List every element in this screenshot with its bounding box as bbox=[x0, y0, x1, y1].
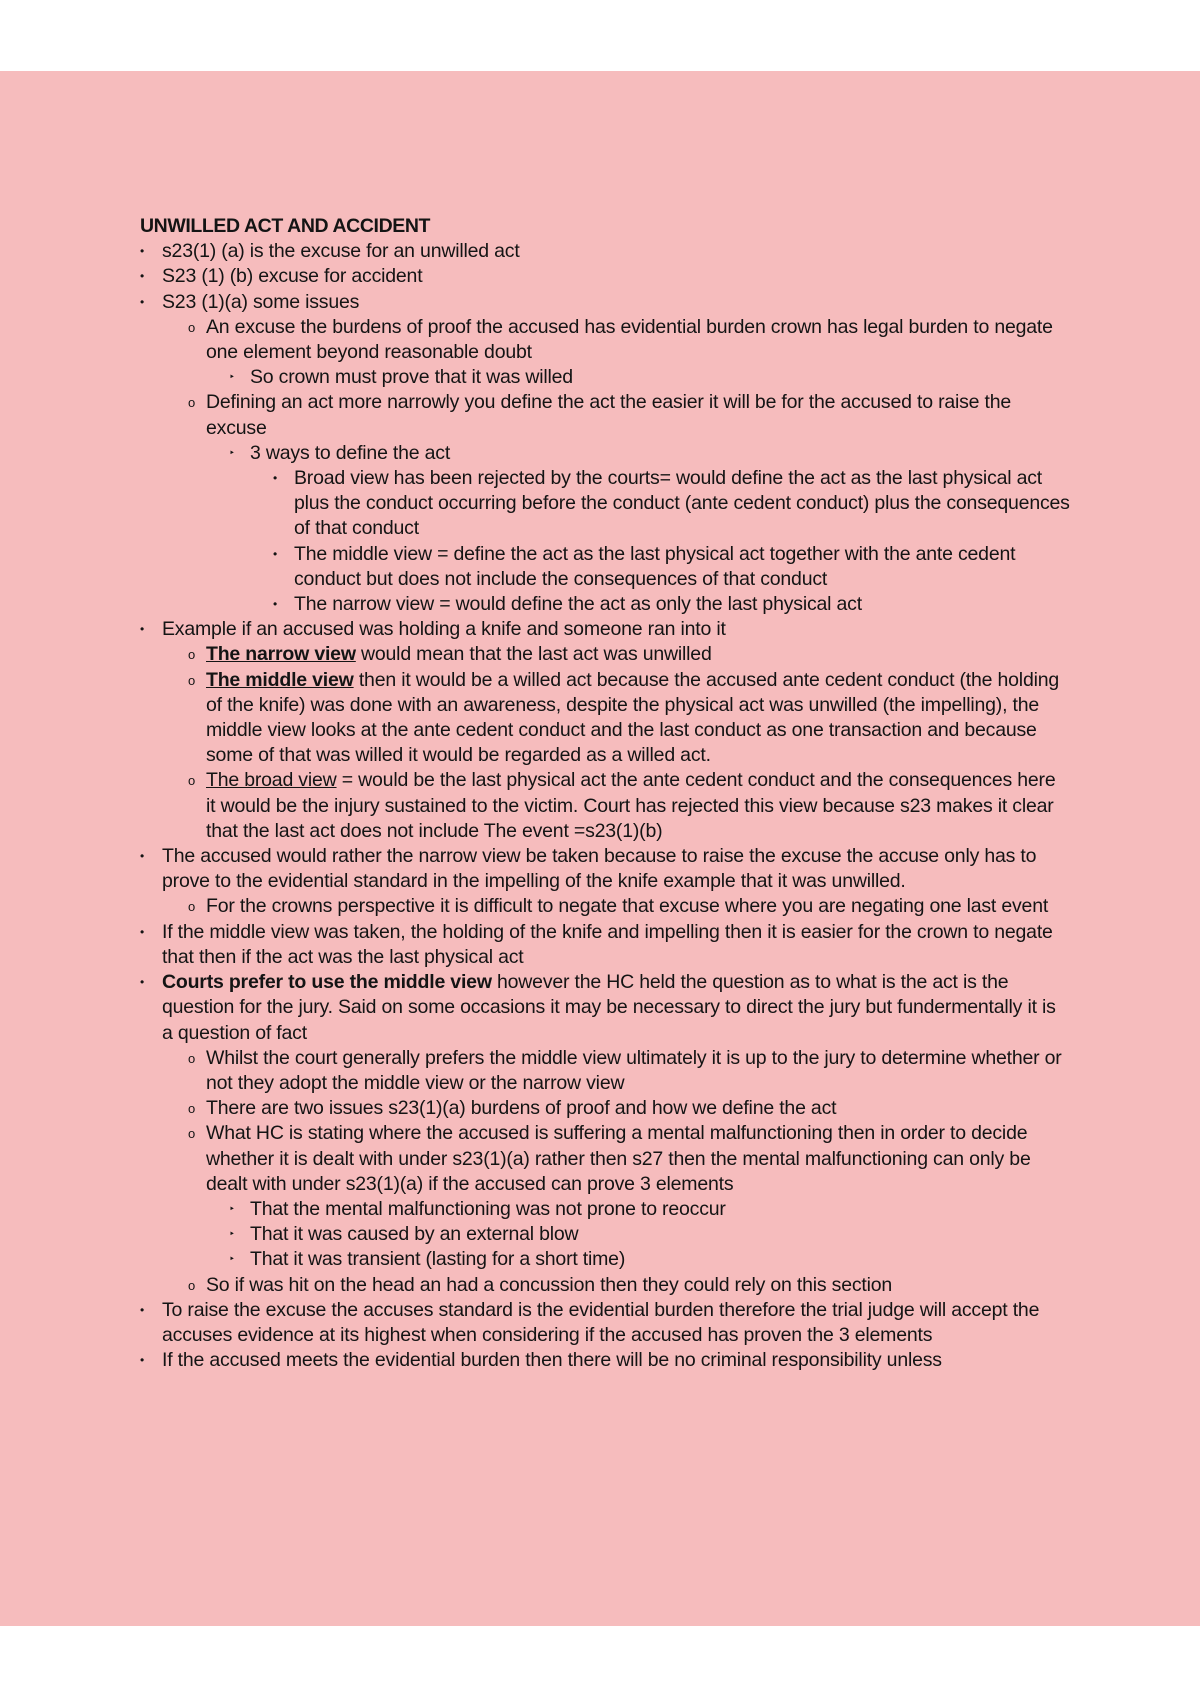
broad-view-term: The broad view bbox=[206, 769, 337, 792]
list-item-text: s23(1) (a) is the excuse for an unwilled act bbox=[162, 240, 520, 263]
triangle-marker: ‣ bbox=[229, 1229, 235, 1241]
triangle-marker: ‣ bbox=[229, 447, 235, 459]
circle-marker: o bbox=[188, 319, 196, 335]
list-item bbox=[140, 1222, 1070, 1247]
list-item bbox=[140, 466, 1070, 542]
list-item bbox=[140, 1273, 1070, 1298]
list-item-text: S23 (1)(a) some issues bbox=[162, 290, 360, 313]
bullet-marker: • bbox=[140, 849, 145, 864]
list-item bbox=[140, 1348, 1070, 1373]
list-item bbox=[140, 970, 1070, 1046]
circle-marker: o bbox=[188, 647, 196, 663]
list-item bbox=[140, 542, 1070, 592]
bullet-marker: • bbox=[140, 244, 145, 259]
list-item-text: The middle view = define the act as the last physical act together with the ante cedent conduct but does not include the consequences of that conduct bbox=[294, 542, 1016, 590]
list-item bbox=[140, 768, 1070, 844]
list-item-text: An excuse the burdens of proof the accused has evidential burden crown has legal burden to negate one element beyond reasonable doubt bbox=[206, 315, 1053, 364]
list-item bbox=[140, 1046, 1070, 1096]
list-item bbox=[140, 239, 1070, 264]
triangle-marker: ‣ bbox=[229, 1203, 235, 1215]
circle-marker: o bbox=[188, 1126, 196, 1142]
list-item-text: That it was transient (lasting for a short time) bbox=[250, 1248, 626, 1271]
bullet-marker: • bbox=[140, 924, 145, 939]
circle-marker: o bbox=[188, 899, 196, 915]
emphasis-text: Courts prefer to use the middle view bbox=[162, 971, 492, 994]
list-item-text: however the HC held the question as to what is the act is the question for the jury. Said on some occasions it may be necessary to direct the jury but fundermentally it is a question of fact bbox=[162, 971, 1056, 1044]
list-item bbox=[140, 1247, 1070, 1272]
circle-marker: o bbox=[188, 1277, 196, 1293]
list-item bbox=[140, 592, 1070, 617]
list-item-text: The accused would rather the narrow view be taken because to raise the excuse the accuse only has to prove to the evidential standard in the impelling of the knife example that it was unwilled. bbox=[162, 845, 1037, 893]
dot-marker: • bbox=[273, 546, 278, 561]
list-item bbox=[140, 441, 1070, 466]
list-item-text: Defining an act more narrowly you define the act the easier it will be for the accused to raise the excuse bbox=[206, 391, 1012, 439]
document-body bbox=[140, 214, 1070, 1373]
circle-marker: o bbox=[188, 672, 196, 688]
list-item-text: What HC is stating where the accused is suffering a mental malfunctioning then in order to decide whether it is dealt with under s23(1)(a) rather then s27 then the mental malfunctioning can only be dealt with under s23(1)(a) if the accused can prove 3 elements bbox=[206, 1122, 1031, 1195]
triangle-marker: ‣ bbox=[229, 1254, 235, 1266]
bullet-marker: • bbox=[140, 1353, 145, 1368]
page-title: UNWILLED ACT AND ACCIDENT bbox=[140, 215, 431, 237]
list-item-text: If the accused meets the evidential burden then there will be no criminal responsibility unless bbox=[162, 1349, 942, 1372]
list-item-text: = would be the last physical act the ante cedent conduct and the consequences here it would be the injury sustained to the victim. Court has rejected this view because s23 makes it clear that the last act does not include The event =s23(1)(b) bbox=[206, 769, 1056, 842]
list-item-text: For the crowns perspective it is difficult to negate that excuse where you are negating one last event bbox=[206, 895, 1049, 918]
circle-marker: o bbox=[188, 395, 196, 411]
bullet-marker: • bbox=[140, 622, 145, 637]
list-item-text: If the middle view was taken, the holding of the knife and impelling then it is easier for the crown to negate that then if the act was the last physical act bbox=[162, 920, 1053, 968]
middle-view-term: The middle view bbox=[206, 668, 354, 691]
list-item bbox=[140, 668, 1070, 769]
dot-marker: • bbox=[273, 597, 278, 612]
list-item bbox=[140, 844, 1070, 894]
list-item bbox=[140, 617, 1070, 642]
list-item bbox=[140, 1197, 1070, 1222]
list-item-text: So if was hit on the head an had a concussion then they could rely on this section bbox=[206, 1273, 893, 1296]
list-item bbox=[140, 1096, 1070, 1121]
list-item-text: Example if an accused was holding a knife and someone ran into it bbox=[162, 618, 726, 641]
dot-marker: • bbox=[273, 471, 278, 486]
circle-marker: o bbox=[188, 773, 196, 789]
list-item bbox=[140, 315, 1070, 365]
list-item-text: So crown must prove that it was willed bbox=[250, 366, 573, 389]
list-item-text: Broad view has been rejected by the courts= would define the act as the last physical act plus the conduct occurring before the conduct (ante cedent conduct) plus the consequences of that conduct bbox=[294, 467, 1070, 540]
bullet-marker: • bbox=[140, 975, 145, 990]
list-item-text: To raise the excuse the accuses standard is the evidential burden therefore the trial judge will accept the accuses evidence at its highest when considering if the accused has proven the 3 elements bbox=[162, 1298, 1040, 1346]
list-item-text: That it was caused by an external blow bbox=[250, 1223, 579, 1246]
circle-marker: o bbox=[188, 1050, 196, 1066]
list-item bbox=[140, 1298, 1070, 1348]
triangle-marker: ‣ bbox=[229, 372, 235, 384]
list-item-text: There are two issues s23(1)(a) burdens of proof and how we define the act bbox=[206, 1097, 837, 1120]
bullet-marker: • bbox=[140, 269, 145, 284]
list-item bbox=[140, 1121, 1070, 1197]
bullet-list bbox=[140, 239, 1070, 1373]
list-item-text: would mean that the last act was unwilled bbox=[355, 643, 712, 666]
list-item bbox=[140, 642, 1070, 667]
list-item-text: 3 ways to define the act bbox=[250, 441, 451, 464]
bullet-marker: • bbox=[140, 1302, 145, 1317]
narrow-view-term: The narrow view bbox=[206, 643, 356, 666]
list-item bbox=[140, 894, 1070, 919]
list-item bbox=[140, 365, 1070, 390]
bullet-marker: • bbox=[140, 294, 145, 309]
list-item bbox=[140, 920, 1070, 970]
list-item-text: S23 (1) (b) excuse for accident bbox=[162, 265, 423, 288]
list-item-text: That the mental malfunctioning was not prone to reoccur bbox=[250, 1197, 726, 1220]
list-item-text: Whilst the court generally prefers the middle view ultimately it is up to the jury to determine whether or not they adopt the middle view or the narrow view bbox=[206, 1046, 1062, 1094]
list-item bbox=[140, 390, 1070, 440]
list-item-text: The narrow view = would define the act as only the last physical act bbox=[294, 593, 862, 616]
list-item bbox=[140, 290, 1070, 315]
list-item bbox=[140, 264, 1070, 289]
list-item-text: then it would be a willed act because the accused ante cedent conduct (the holding of the knife) was done with an awareness, despite the physical act was unwilled (the impelling), the middle view looks at the ante cedent conduct and the last conduct as one transaction and because some of that was willed it would be regarded as a willed act. bbox=[206, 668, 1060, 767]
circle-marker: o bbox=[188, 1101, 196, 1117]
